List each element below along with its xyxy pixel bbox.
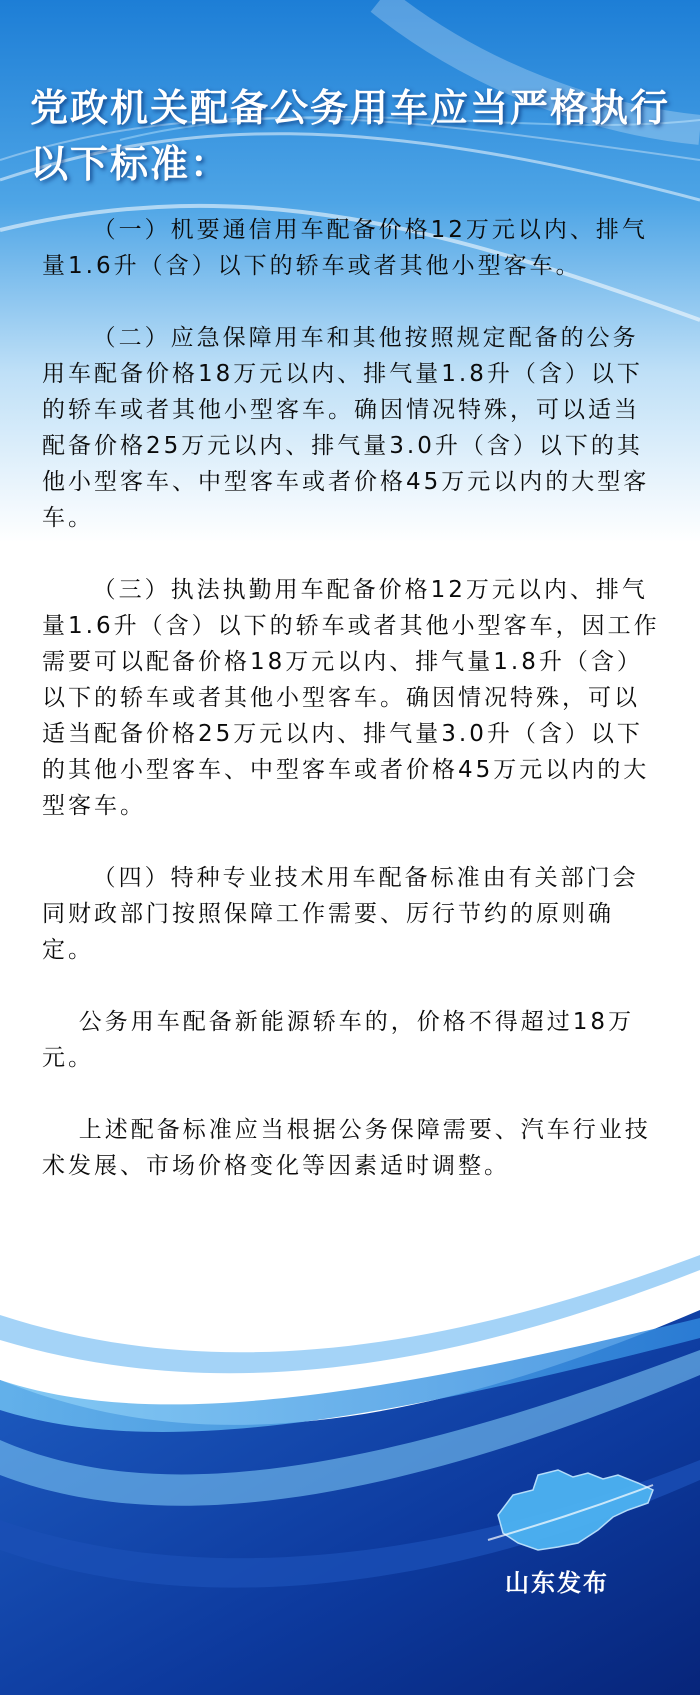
paragraph-3: （三）执法执勤用车配备价格12万元以内、排气量1.6升（含）以下的轿车或者其他小型客车，因工作需要可以配备价格18万元以内、排气量1.8升（含）以下的轿车或者其他小型客车。确因情况特殊，可以适当配备价格25万元以内、排气量3.0升（含）以下的其他小型客车、中型客车或者价格45万元以内的大型客车。 [42, 577, 660, 819]
page-title: 党政机关配备公务用车应当严格执行以下标准： [30, 86, 671, 186]
paragraph-4: （四）特种专业技术用车配备标准由有关部门会同财政部门按照保障工作需要、厉行节约的原则确定。 [42, 865, 639, 963]
body-text [42, 212, 662, 1220]
paragraph-5: 公务用车配备新能源轿车的，价格不得超过18万元。 [42, 1009, 635, 1071]
shandong-map-logo [478, 1455, 663, 1555]
paragraph-2: （二）应急保障用车和其他按照规定配备的公务用车配备价格18万元以内、排气量1.8升（含）以下的轿车或者其他小型客车。确因情况特殊，可以适当配备价格25万元以内、排气量3.0升（含）以下的其他小型客车、中型客车或者价格45万元以内的大型客车。 [42, 325, 650, 531]
paragraph-1: （一）机要通信用车配备价格12万元以内、排气量1.6升（含）以下的轿车或者其他小型客车。 [42, 217, 648, 279]
brand-label: 山东发布 [505, 1569, 609, 1597]
paragraph-6: 上述配备标准应当根据公务保障需要、汽车行业技术发展、市场价格变化等因素适时调整。 [42, 1117, 651, 1179]
